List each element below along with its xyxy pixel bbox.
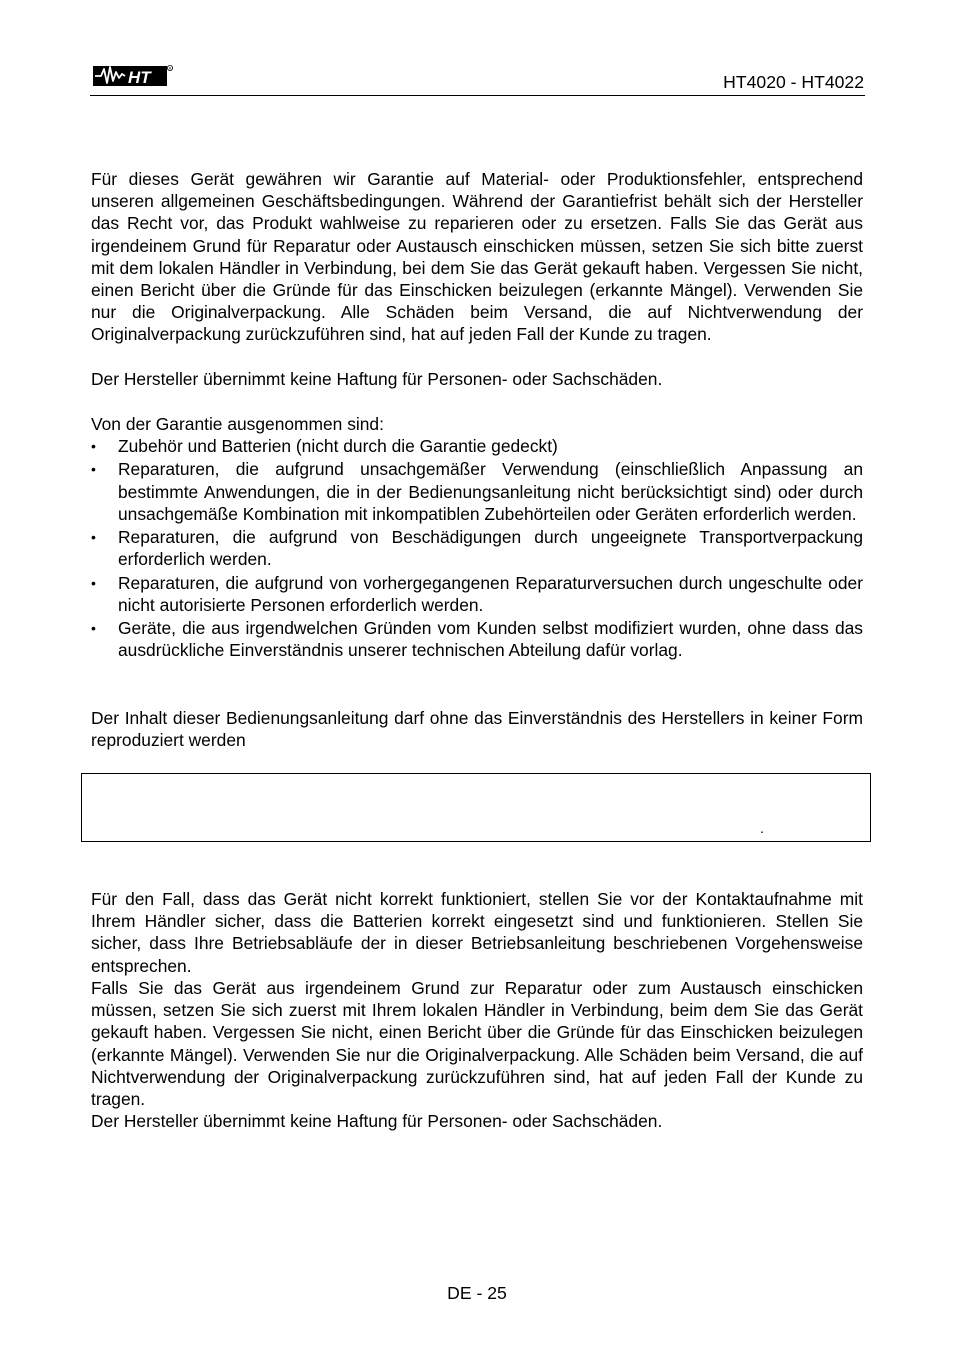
- warranty-paragraph: Für dieses Gerät gewähren wir Garantie auf Material- oder Produktionsfehler, entsprechend unseren allgemeinen Geschäftsbedingungen. Während der Garantiefrist behält sich der Hersteller das Recht vor, das Produkt wahlweise zu reparieren oder zu ersetzen. Falls Sie das Gerät aus irgendeinem Grund für Reparatur oder Austausch einschicken müssen, setzen Sie sich bitte zuerst mit dem lokalen Händler in Verbindung, bei dem Sie das Gerät gekauft haben. Vergessen Sie nicht, einen Bericht über die Gründe für das Einschicken beizulegen (erkannte Mängel). Verwenden Sie nur die Originalverpackung. Alle Schäden beim Versand, die auf Nichtverwendung der Originalverpackung zurückzuführen sind, hat auf jeden Fall der Kunde zu tragen.: [91, 169, 863, 345]
- notice-box-text: .: [760, 820, 764, 836]
- bullet-icon: •: [91, 574, 96, 591]
- service-liability: Der Hersteller übernimmt keine Haftung für Personen- oder Sachschäden.: [91, 1111, 663, 1131]
- svg-text:R: R: [168, 65, 172, 71]
- ht-logo-icon: [92, 62, 174, 90]
- bullet-icon: •: [91, 529, 96, 545]
- exclusion-text: Zubehör und Batterien (nicht durch die Garantie gedeckt): [118, 436, 558, 456]
- list-item: [91, 458, 863, 525]
- list-item: [91, 435, 863, 457]
- bullet-icon: •: [91, 461, 96, 478]
- logo-text: HT: [128, 68, 151, 87]
- exclusion-text: Reparaturen, die aufgrund unsachgemäßer Verwendung (einschließlich Anpassung an bestimmte Anwendungen, die in der Bedienungsanleitung nicht berücksichtigt sind) oder durch unsachgemäße Kombination mit inkompatiblen Zubehörteilen oder Geräten erforderlich werden.: [118, 459, 863, 524]
- list-item: [91, 617, 863, 661]
- notice-box: [81, 773, 871, 842]
- page-number: DE - 25: [447, 1283, 507, 1303]
- exclusion-text: Reparaturen, die aufgrund von Beschädigungen durch ungeeignete Transportverpackung erforderlich werden.: [118, 527, 863, 570]
- list-item: [91, 572, 863, 616]
- bullet-icon: •: [91, 620, 96, 636]
- copyright-notice: Der Inhalt dieser Bedienungsanleitung darf ohne das Einverständnis des Herstellers in keiner Form reproduziert werden: [91, 708, 863, 751]
- service-paragraph-2: Falls Sie das Gerät aus irgendeinem Grund zur Reparatur oder zum Austausch einschicken müssen, setzen Sie sich zuerst mit Ihrem lokalen Händler in Verbindung, beim dem Sie das Gerät gekauft haben. Vergessen Sie nicht, einen Bericht über die Gründe für das Einschicken beizulegen (erkannte Mängel). Verwenden Sie nur die Originalverpackung. Alle Schäden beim Versand, die auf Nichtverwendung der Originalverpackung zurückzuführen sind, hat auf jeden Fall der Kunde zu tragen.: [91, 978, 863, 1110]
- warranty-liability: Der Hersteller übernimmt keine Haftung für Personen- oder Sachschäden.: [91, 369, 663, 389]
- service-paragraph-1: Für den Fall, dass das Gerät nicht korrekt funktioniert, stellen Sie vor der Kontaktaufnahme mit Ihrem Händler sicher, dass die Batterien korrekt eingesetzt sind und funktionieren. Stellen Sie sicher, dass Ihre Betriebsabläufe der in dieser Betriebsanleitung beschriebenen Vorgehensweise entsprechen.: [91, 889, 863, 976]
- model-number: HT4020 - HT4022: [723, 72, 864, 92]
- exclusion-text: Reparaturen, die aufgrund von vorhergegangenen Reparaturversuchen durch ungeschulte oder nicht autorisierte Personen erforderlich werden.: [118, 572, 863, 615]
- exclusions-intro: Von der Garantie ausgenommen sind:: [91, 414, 384, 434]
- bullet-icon: •: [91, 438, 96, 454]
- exclusions-list: [91, 435, 863, 663]
- exclusion-text: Geräte, die aus irgendwelchen Gründen vom Kunden selbst modifiziert wurden, ohne dass das ausdrückliche Einverständnis unserer technischen Abteilung dafür vorlag.: [118, 618, 863, 661]
- page-header: [90, 60, 865, 96]
- list-item: [91, 526, 863, 570]
